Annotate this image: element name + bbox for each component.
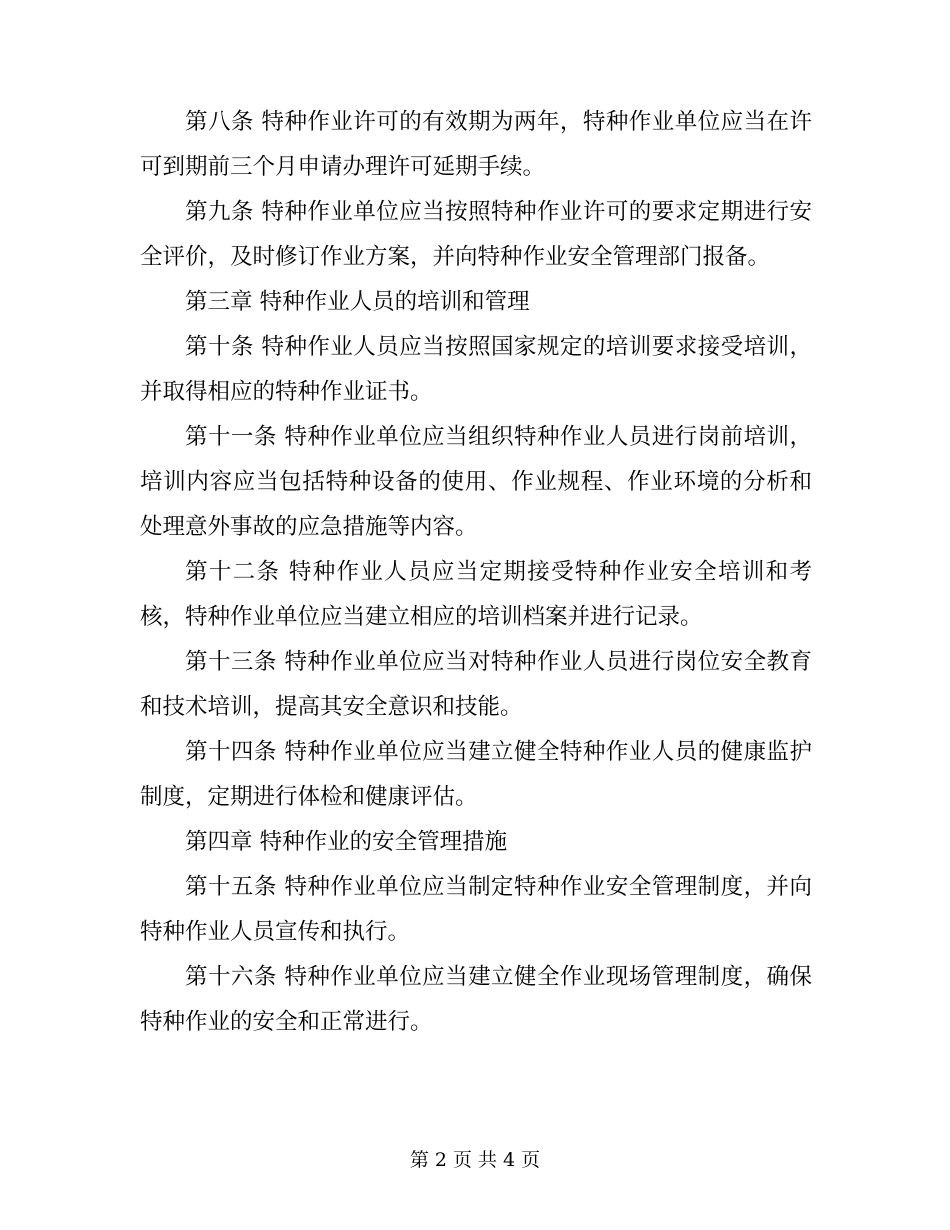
paragraph-article-13: 第十三条 特种作业单位应当对特种作业人员进行岗位安全教育和技术培训，提高其安全意识和技能。 [140, 649, 812, 720]
paragraph-article-11: 第十一条 特种作业单位应当组织特种作业人员进行岗前培训，培训内容应当包括特种设备的使用、作业规程、作业环境的分析和处理意外事故的应急措施等内容。 [140, 424, 812, 540]
page-number-footer: 第 2 页 共 4 页 [409, 1149, 541, 1171]
paragraph-article-10: 第十条 特种作业人员应当按照国家规定的培训要求接受培训，并取得相应的特种作业证书。 [140, 334, 812, 405]
chapter-heading-3: 第三章 特种作业人员的培训和管理 [185, 289, 530, 315]
paragraph-article-14: 第十四条 特种作业单位应当建立健全特种作业人员的健康监护制度，定期进行体检和健康评估。 [140, 739, 812, 810]
paragraph-article-16: 第十六条 特种作业单位应当建立健全作业现场管理制度，确保特种作业的安全和正常进行。 [140, 964, 812, 1035]
paragraph-article-8: 第八条 特种作业许可的有效期为两年，特种作业单位应当在许可到期前三个月申请办理许可延期手续。 [140, 109, 812, 180]
paragraph-article-12: 第十二条 特种作业人员应当定期接受特种作业安全培训和考核，特种作业单位应当建立相应的培训档案并进行记录。 [140, 559, 812, 630]
document-body [140, 100, 812, 1045]
paragraph-article-9: 第九条 特种作业单位应当按照特种作业许可的要求定期进行安全评价，及时修订作业方案，并向特种作业安全管理部门报备。 [140, 199, 812, 270]
paragraph-article-15: 第十五条 特种作业单位应当制定特种作业安全管理制度，并向特种作业人员宣传和执行。 [140, 874, 812, 945]
chapter-heading-4: 第四章 特种作业的安全管理措施 [185, 829, 508, 855]
